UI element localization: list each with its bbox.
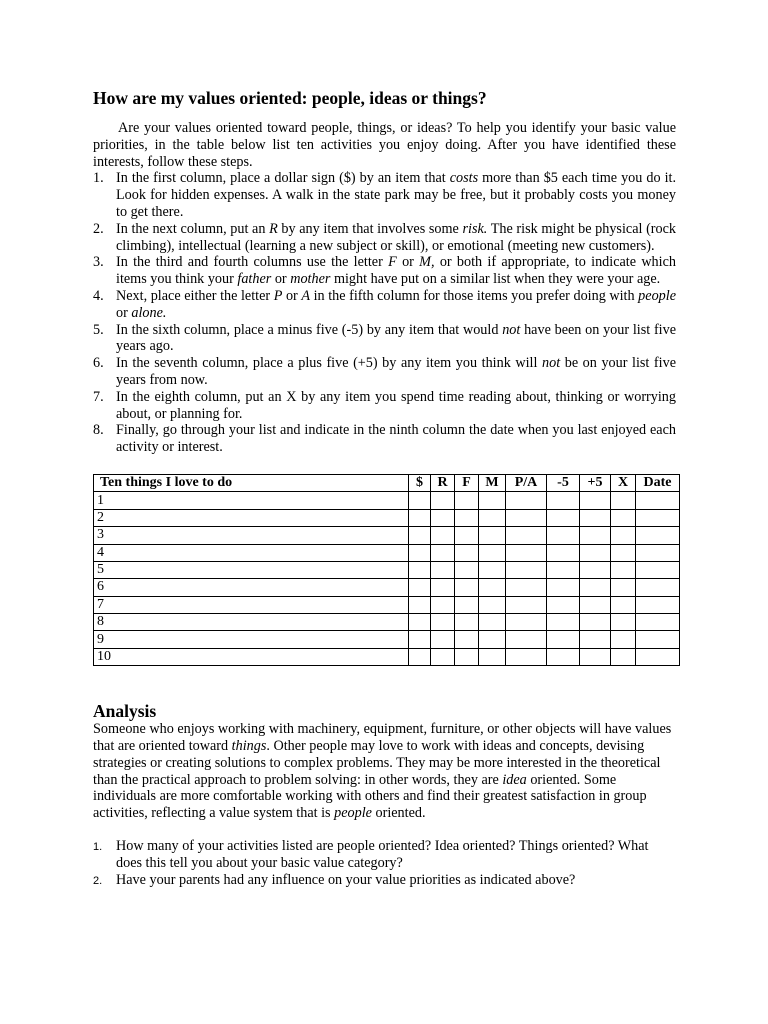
- blank-cell[interactable]: [455, 614, 479, 631]
- step-text-fragment: P: [273, 287, 283, 304]
- step-text-fragment: costs: [449, 170, 479, 187]
- activities-table: [93, 474, 680, 666]
- analysis-heading: Analysis: [93, 701, 157, 722]
- column-header: -5: [547, 474, 580, 491]
- table-row: [94, 509, 680, 526]
- blank-cell[interactable]: [580, 509, 611, 526]
- step-text-fragment: In the sixth column, place a minus five (-5) by any item that would: [116, 321, 503, 338]
- blank-cell[interactable]: [547, 492, 580, 509]
- table-row: [94, 544, 680, 561]
- step-text-fragment: R: [269, 220, 278, 237]
- step-number: 6.: [93, 355, 104, 372]
- blank-cell[interactable]: [636, 631, 680, 648]
- analysis-text-fragment: things: [231, 738, 267, 755]
- step-number: 8.: [93, 422, 104, 439]
- step-text-fragment: The risk might be physical (rock climbing), intellectual (learning a new subject or skill), or emotional (meeting new customers).: [116, 220, 677, 254]
- blank-cell[interactable]: [611, 527, 636, 544]
- column-header: M: [479, 474, 506, 491]
- blank-cell[interactable]: [409, 579, 431, 596]
- step-text-fragment: or: [116, 304, 132, 321]
- blank-cell[interactable]: [409, 509, 431, 526]
- blank-cell[interactable]: [479, 509, 506, 526]
- step-text: [116, 322, 676, 355]
- blank-cell[interactable]: [431, 544, 455, 561]
- blank-cell[interactable]: [547, 614, 580, 631]
- blank-cell[interactable]: [455, 561, 479, 578]
- intro-paragraph: Are your values oriented toward people, things, or ideas? To help you identify your basic value priorities, in the table below list ten activities you enjoy doing. After you have identified these interests, follow these steps.: [93, 120, 676, 170]
- analysis-paragraph: [93, 721, 676, 822]
- blank-cell[interactable]: [431, 579, 455, 596]
- blank-cell[interactable]: [580, 492, 611, 509]
- blank-cell[interactable]: [506, 614, 547, 631]
- row-number-cell: 3: [94, 527, 409, 544]
- step-text-fragment: Next, place either the letter: [116, 287, 274, 304]
- row-number-cell: 5: [94, 561, 409, 578]
- step-text-fragment: or: [282, 287, 302, 304]
- document-page: [93, 86, 676, 888]
- step-text-fragment: A: [301, 287, 311, 304]
- blank-cell[interactable]: [409, 561, 431, 578]
- blank-cell[interactable]: [580, 579, 611, 596]
- blank-cell[interactable]: [506, 492, 547, 509]
- column-header: P/A: [506, 474, 547, 491]
- blank-cell[interactable]: [479, 544, 506, 561]
- table-row: [94, 579, 680, 596]
- step-item: [93, 221, 676, 255]
- step-item: [93, 254, 676, 288]
- step-number: 3.: [93, 254, 104, 271]
- table-row: [94, 631, 680, 648]
- analysis-text-fragment: . Other people may love to work with ideas and concepts, devising strategies or creating solutions to complex problems. They may be more interested in the theoretical than the practical approach to problem solving: in other words, they are: [93, 738, 661, 788]
- step-text-fragment: not: [502, 321, 521, 338]
- row-number-cell: 2: [94, 509, 409, 526]
- step-text-fragment: In the seventh column, place a plus five (+5) by any item you think will: [116, 355, 543, 372]
- blank-cell[interactable]: [636, 509, 680, 526]
- blank-cell[interactable]: [611, 509, 636, 526]
- row-number-cell: 7: [94, 596, 409, 613]
- blank-cell[interactable]: [479, 561, 506, 578]
- column-header: F: [455, 474, 479, 491]
- blank-cell[interactable]: [580, 544, 611, 561]
- step-text-fragment: risk.: [462, 220, 488, 237]
- step-text-fragment: people: [638, 287, 676, 304]
- page-title: How are my values oriented: people, ideas or things?: [93, 88, 487, 108]
- question-text: How many of your activities listed are people oriented? Idea oriented? Things oriented? What does this tell you about your basic value category?: [116, 838, 649, 871]
- table-row: [94, 527, 680, 544]
- blank-cell[interactable]: [547, 509, 580, 526]
- step-text-fragment: be on your list five years from now.: [116, 355, 676, 388]
- step-text-fragment: in the fifth column for those items you prefer doing with: [310, 287, 639, 304]
- step-text-fragment: not: [542, 355, 561, 372]
- blank-cell[interactable]: [409, 614, 431, 631]
- step-text-fragment: F: [388, 254, 397, 271]
- blank-cell[interactable]: [431, 509, 455, 526]
- analysis-text-fragment: Someone who enjoys working with machinery, equipment, furniture, or other objects will have values that are oriented toward: [93, 721, 672, 755]
- step-text: [116, 221, 676, 254]
- analysis-text-fragment: oriented. Some individuals are more comfortable working with others and find their greatest satisfaction in group activities, reflecting a value system that is: [93, 771, 647, 822]
- step-text-fragment: M,: [419, 254, 435, 271]
- step-text: [116, 254, 676, 287]
- step-text-fragment: might have put on a similar list when they were your age.: [330, 271, 661, 288]
- step-text-fragment: In the third and fourth columns use the letter: [116, 254, 389, 271]
- step-number: 4.: [93, 287, 104, 304]
- step-text: [116, 389, 676, 422]
- blank-cell[interactable]: [455, 648, 479, 665]
- question-number: 1.: [93, 841, 103, 854]
- step-text-fragment: or: [271, 271, 291, 288]
- blank-cell[interactable]: [580, 631, 611, 648]
- table-row: [94, 596, 680, 613]
- table-row: [94, 561, 680, 578]
- blank-cell[interactable]: [431, 492, 455, 509]
- blank-cell[interactable]: [506, 631, 547, 648]
- question-text: Have your parents had any influence on your value priorities as indicated above?: [116, 871, 576, 888]
- blank-cell[interactable]: [547, 631, 580, 648]
- blank-cell[interactable]: [636, 648, 680, 665]
- row-number-cell: 9: [94, 631, 409, 648]
- step-text-fragment: by any item that involves some: [277, 220, 463, 237]
- column-header: R: [431, 474, 455, 491]
- blank-cell[interactable]: [455, 544, 479, 561]
- blank-cell[interactable]: [431, 596, 455, 613]
- step-text-fragment: In the first column, place a dollar sign ($) by an item that: [116, 170, 450, 187]
- blank-cell[interactable]: [409, 648, 431, 665]
- blank-cell[interactable]: [506, 596, 547, 613]
- step-item: [93, 288, 676, 322]
- blank-cell[interactable]: [506, 509, 547, 526]
- blank-cell[interactable]: [506, 527, 547, 544]
- table-row: [94, 614, 680, 631]
- blank-cell[interactable]: [479, 579, 506, 596]
- blank-cell[interactable]: [409, 544, 431, 561]
- step-text-fragment: mother: [290, 271, 331, 288]
- blank-cell[interactable]: [611, 579, 636, 596]
- step-text-fragment: Finally, go through your list and indicate in the ninth column the date when you last enjoyed each activity or interest.: [116, 422, 676, 456]
- blank-cell[interactable]: [580, 527, 611, 544]
- blank-cell[interactable]: [455, 631, 479, 648]
- step-text: [116, 355, 676, 388]
- blank-cell[interactable]: [506, 579, 547, 596]
- blank-cell[interactable]: [455, 527, 479, 544]
- step-item: [93, 422, 676, 456]
- blank-cell[interactable]: [431, 631, 455, 648]
- blank-cell[interactable]: [479, 492, 506, 509]
- row-number-cell: 4: [94, 544, 409, 561]
- blank-cell[interactable]: [479, 596, 506, 613]
- blank-cell[interactable]: [636, 614, 680, 631]
- question-item: [93, 872, 676, 889]
- analysis-text-fragment: idea: [502, 771, 527, 788]
- step-item: [93, 322, 676, 356]
- table-row: [94, 648, 680, 665]
- blank-cell[interactable]: [611, 544, 636, 561]
- step-text: [116, 170, 676, 220]
- row-number-cell: 8: [94, 614, 409, 631]
- blank-cell[interactable]: [506, 561, 547, 578]
- blank-cell[interactable]: [506, 648, 547, 665]
- blank-cell[interactable]: [611, 492, 636, 509]
- questions-list: [93, 838, 676, 888]
- step-text-fragment: In the eighth column, put an X by any item you spend time reading about, thinking or worrying about, or planning for.: [116, 388, 676, 422]
- blank-cell[interactable]: [409, 596, 431, 613]
- table-header-row: [94, 474, 680, 491]
- step-text-fragment: have been on your list five years ago.: [116, 321, 676, 355]
- blank-cell[interactable]: [636, 561, 680, 578]
- blank-cell[interactable]: [547, 648, 580, 665]
- step-text: [116, 288, 676, 321]
- blank-cell[interactable]: [611, 631, 636, 648]
- blank-cell[interactable]: [455, 596, 479, 613]
- column-header: Date: [636, 474, 680, 491]
- blank-cell[interactable]: [431, 614, 455, 631]
- table-row: [94, 492, 680, 509]
- blank-cell[interactable]: [636, 527, 680, 544]
- blank-cell[interactable]: [611, 614, 636, 631]
- blank-cell[interactable]: [409, 527, 431, 544]
- blank-cell[interactable]: [431, 648, 455, 665]
- question-number: 2.: [93, 874, 103, 887]
- step-text: [116, 422, 676, 455]
- blank-cell[interactable]: [479, 631, 506, 648]
- blank-cell[interactable]: [431, 527, 455, 544]
- column-header: Ten things I love to do: [94, 474, 409, 491]
- step-text-fragment: or: [396, 254, 420, 271]
- blank-cell[interactable]: [479, 614, 506, 631]
- blank-cell[interactable]: [636, 579, 680, 596]
- blank-cell[interactable]: [455, 492, 479, 509]
- step-text-fragment: or both if appropriate, to indicate which items you think your: [116, 254, 676, 288]
- step-number: 7.: [93, 388, 104, 405]
- blank-cell[interactable]: [547, 527, 580, 544]
- blank-cell[interactable]: [547, 579, 580, 596]
- blank-cell[interactable]: [479, 527, 506, 544]
- column-header: +5: [580, 474, 611, 491]
- blank-cell[interactable]: [409, 631, 431, 648]
- step-text-fragment: alone.: [131, 304, 167, 321]
- steps-list: [93, 170, 676, 456]
- step-item: [93, 170, 676, 220]
- blank-cell[interactable]: [547, 561, 580, 578]
- blank-cell[interactable]: [455, 579, 479, 596]
- analysis-text-fragment: oriented.: [371, 805, 426, 822]
- step-number: 1.: [93, 170, 104, 187]
- row-number-cell: 1: [94, 492, 409, 509]
- step-text-fragment: more than $5 each time you do it. Look for hidden expenses. A walk in the state park may be free, but it probably costs you money to get there.: [116, 170, 676, 220]
- blank-cell[interactable]: [409, 492, 431, 509]
- row-number-cell: 6: [94, 579, 409, 596]
- step-number: 5.: [93, 321, 104, 338]
- blank-cell[interactable]: [431, 561, 455, 578]
- blank-cell[interactable]: [636, 544, 680, 561]
- blank-cell[interactable]: [611, 596, 636, 613]
- step-text-fragment: In the next column, put an: [116, 220, 270, 237]
- step-item: [93, 355, 676, 389]
- blank-cell[interactable]: [455, 509, 479, 526]
- column-header: $: [409, 474, 431, 491]
- blank-cell[interactable]: [547, 596, 580, 613]
- blank-cell[interactable]: [636, 492, 680, 509]
- blank-cell[interactable]: [580, 648, 611, 665]
- step-item: [93, 389, 676, 423]
- blank-cell[interactable]: [611, 561, 636, 578]
- blank-cell[interactable]: [580, 561, 611, 578]
- blank-cell[interactable]: [479, 648, 506, 665]
- blank-cell[interactable]: [580, 596, 611, 613]
- blank-cell[interactable]: [547, 544, 580, 561]
- step-number: 2.: [93, 220, 104, 237]
- step-text-fragment: father: [237, 271, 272, 288]
- analysis-text-fragment: people: [334, 805, 372, 822]
- question-item: [93, 838, 676, 872]
- blank-cell[interactable]: [506, 544, 547, 561]
- column-header: X: [611, 474, 636, 491]
- blank-cell[interactable]: [611, 648, 636, 665]
- blank-cell[interactable]: [580, 614, 611, 631]
- row-number-cell: 10: [94, 648, 409, 665]
- blank-cell[interactable]: [636, 596, 680, 613]
